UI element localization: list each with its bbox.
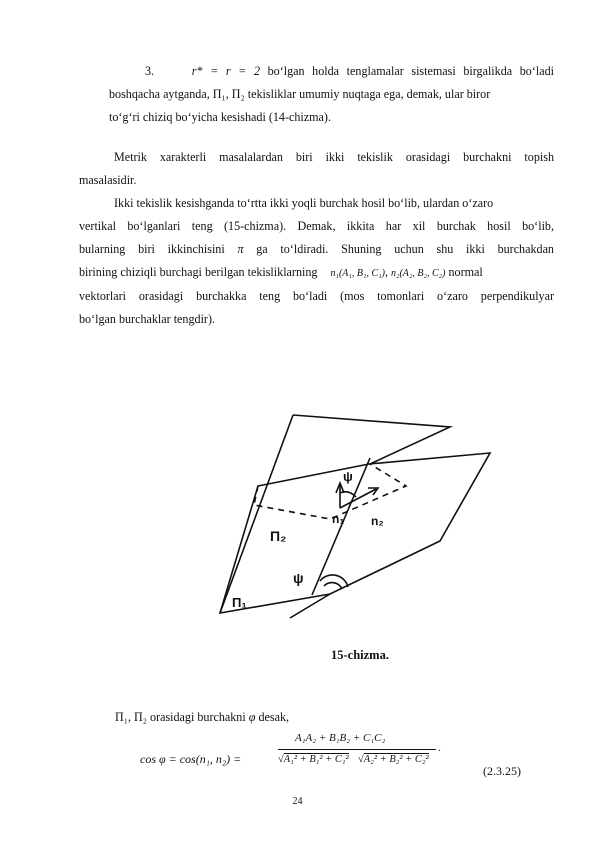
formula-period: . xyxy=(438,740,441,754)
figure-caption: 15-chizma. xyxy=(331,648,389,662)
formula-denominator-left: √A₁² + B₁² + C₁² xyxy=(278,754,349,765)
angle-arc-bottom-2 xyxy=(324,583,342,589)
dihedral-line-6: bo‘lgan burchaklar tengdir). xyxy=(79,312,216,326)
label-n2: n₂ xyxy=(371,514,384,528)
dihedral-line-1: Ikki tekislik kesishganda to‘rtta ikki yoqli burchak hosil bo‘lib, ulardan o‘zaro xyxy=(114,196,494,210)
plane-symbol-2: Π₂ xyxy=(134,710,147,724)
den-right: A₂² + B₂² + C₂² xyxy=(363,754,429,765)
item-3-text: bo‘lgan holda tenglamalar sistemasi birgalikda bo‘ladi xyxy=(267,64,554,78)
angle-text-a: orasidagi burchakni xyxy=(150,710,246,724)
angle-definition xyxy=(79,706,554,729)
dihedral-text-d: normal xyxy=(448,265,483,279)
dihedral-line-3 xyxy=(79,238,554,261)
metric-line-1: Metrik xarakterli masalalardan biri ikki tekislik orasidagi burchakni topish xyxy=(114,150,554,164)
metric-line-2: masalasidir. xyxy=(79,173,137,187)
rank-condition: r* = r = 2 xyxy=(191,64,260,78)
plane-pi1 xyxy=(220,453,490,613)
phi-symbol: φ xyxy=(248,710,256,724)
item-3-text-b: tekisliklar umumiy nuqtaga ega, demak, ular biror xyxy=(247,87,491,101)
item-3-line-3: to‘g‘ri chiziq bo‘yicha kesishadi (14-chizma). xyxy=(109,110,331,124)
item-number: 3. xyxy=(145,64,155,78)
label-psi-bottom: ψ xyxy=(293,570,304,586)
normal-2-arrow xyxy=(368,488,378,495)
label-pi1: Π₁ xyxy=(232,595,247,610)
comma: , xyxy=(127,710,131,724)
plane-pi2-top xyxy=(293,415,450,464)
formula-lhs: cos φ = cos(n₁, n₂) = xyxy=(140,752,242,766)
page-number: 24 xyxy=(292,796,303,807)
label-psi-top: ψ xyxy=(343,469,353,484)
comma: , xyxy=(225,87,229,101)
label-n1: n₁ xyxy=(332,512,345,526)
normal-vector-1: n₁(A₁, B₁, C₁) xyxy=(330,268,385,279)
item-3-line-2 xyxy=(79,83,554,106)
plane-symbol-1: Π₁ xyxy=(115,710,128,724)
dihedral-line-4: birining chiziqli burchagi berilgan tekisliklarning n₁(A₁, B₁, C₁), n₂(A₂, B₂, C₂) normal xyxy=(79,265,483,279)
item-3-line-1 xyxy=(79,60,554,83)
plane-symbol-2: Π₂ xyxy=(231,87,245,101)
den-left: A₁² + B₁² + C₁² xyxy=(283,754,349,765)
figure-15 xyxy=(180,405,500,645)
pi-symbol: π xyxy=(237,242,244,256)
label-pi2: Π₂ xyxy=(270,528,287,544)
item-3-text-a: boshqacha aytganda, xyxy=(109,87,210,101)
fraction-bar xyxy=(278,749,436,750)
intersection-line xyxy=(312,458,370,595)
dihedral-text-c: birining chiziqli burchagi berilgan tekisliklarning xyxy=(79,265,318,279)
plane-symbol-1: Π₁ xyxy=(212,87,226,101)
formula-denominator-right: √A₂² + B₂² + C₂² xyxy=(358,754,429,765)
item-3-paragraph xyxy=(79,60,554,129)
dihedral-line-5: vektorlari orasidagi burchakka teng bo‘ladi (mos tomonlari o‘zaro perpendikulyar xyxy=(79,289,554,303)
formula-numerator: A₁A₂ + B₁B₂ + C₁C₂ xyxy=(295,732,386,744)
equation-number: (2.3.25) xyxy=(483,764,521,778)
angle-definition-line xyxy=(79,706,554,729)
dihedral-paragraph xyxy=(79,192,554,331)
dihedral-text-b: ga to‘ldiradi. Shuning uchun shu ikki burchakdan xyxy=(256,242,554,256)
metric-paragraph xyxy=(79,146,554,192)
angle-text-b: desak, xyxy=(258,710,290,724)
normal-vector-2: n₂(A₂, B₂, C₂) xyxy=(391,268,446,279)
dihedral-text-a: bularning biri ikkinchisini xyxy=(79,242,225,256)
plane-pi2-visible xyxy=(220,415,293,613)
dihedral-line-2: vertikal bo‘lganlari teng (15-chizma). Demak, ikkita har xil burchak hosil bo‘lib, xyxy=(79,219,554,233)
